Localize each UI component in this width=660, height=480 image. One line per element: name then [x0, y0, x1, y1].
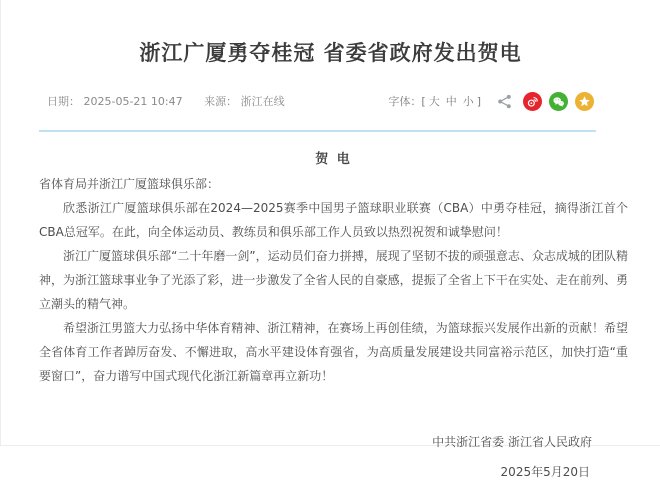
date-value: 2025-05-21 10:47 [83, 95, 183, 108]
date-label: 日期： [47, 95, 80, 108]
paragraph-3: 希望浙江男篮大力弘扬中华体育精神、浙江精神，在赛场上再创佳绩，为篮球振兴发展作出新的贡献！希望全省体育工作者踔厉奋发、不懈进取，高水平建设体育强省，为高质量发展建设共同富裕示范区，加快打造“重要窗口”，奋力谱写中国式现代化浙江新篇章再立新功！ [39, 321, 628, 383]
signature: 中共浙江省委 浙江省人民政府 [432, 435, 592, 449]
source-value: 浙江在线 [240, 95, 285, 108]
toolbar [388, 92, 594, 111]
paragraph-1: 欣悉浙江广厦篮球俱乐部在2024—2025赛季中国男子篮球职业联赛（CBA）中勇夺桂冠，摘得浙江首个CBA总冠军。在此，向全体运动员、教练员和俱乐部工作人员致以热烈祝贺和诚挚慰问！ [39, 201, 628, 239]
source-label: 来源： [204, 95, 238, 108]
meta-row [47, 90, 594, 112]
share-icon[interactable] [497, 94, 512, 109]
wechat-icon[interactable] [549, 92, 568, 111]
article-body [1, 148, 660, 480]
font-size-small-button[interactable]: 小 [462, 95, 474, 108]
weibo-icon[interactable] [523, 92, 542, 111]
bracket-close: ] [476, 95, 481, 108]
paragraph-2: 浙江广厦篮球俱乐部“二十年磨一剑”，运动员们奋力拼搏，展现了坚韧不拔的顽强意志、众志成城的团队精神，为浙江篮球事业争了光添了彩，进一步激发了全省人民的自豪感，提振了全省上下干在实处、走在前列、勇立潮头的精气神。 [39, 249, 628, 311]
page-title: 浙江广厦勇夺桂冠 省委省政府发出贺电 [139, 41, 522, 65]
font-size-medium-button[interactable]: 中 [445, 95, 457, 108]
meta-info [47, 93, 289, 109]
telegram-heading: 贺 电 [315, 152, 352, 167]
font-size-control [388, 93, 481, 109]
font-size-large-button[interactable]: 大 [428, 95, 440, 108]
qzone-star-icon[interactable] [575, 92, 594, 111]
bracket-open: [ [421, 95, 426, 108]
salutation: 省体育局并浙江广厦篮球俱乐部： [39, 177, 220, 191]
section-divider [39, 130, 596, 132]
font-size-label: 字体： [388, 95, 422, 108]
signature-date: 2025年5月20日 [500, 465, 590, 479]
